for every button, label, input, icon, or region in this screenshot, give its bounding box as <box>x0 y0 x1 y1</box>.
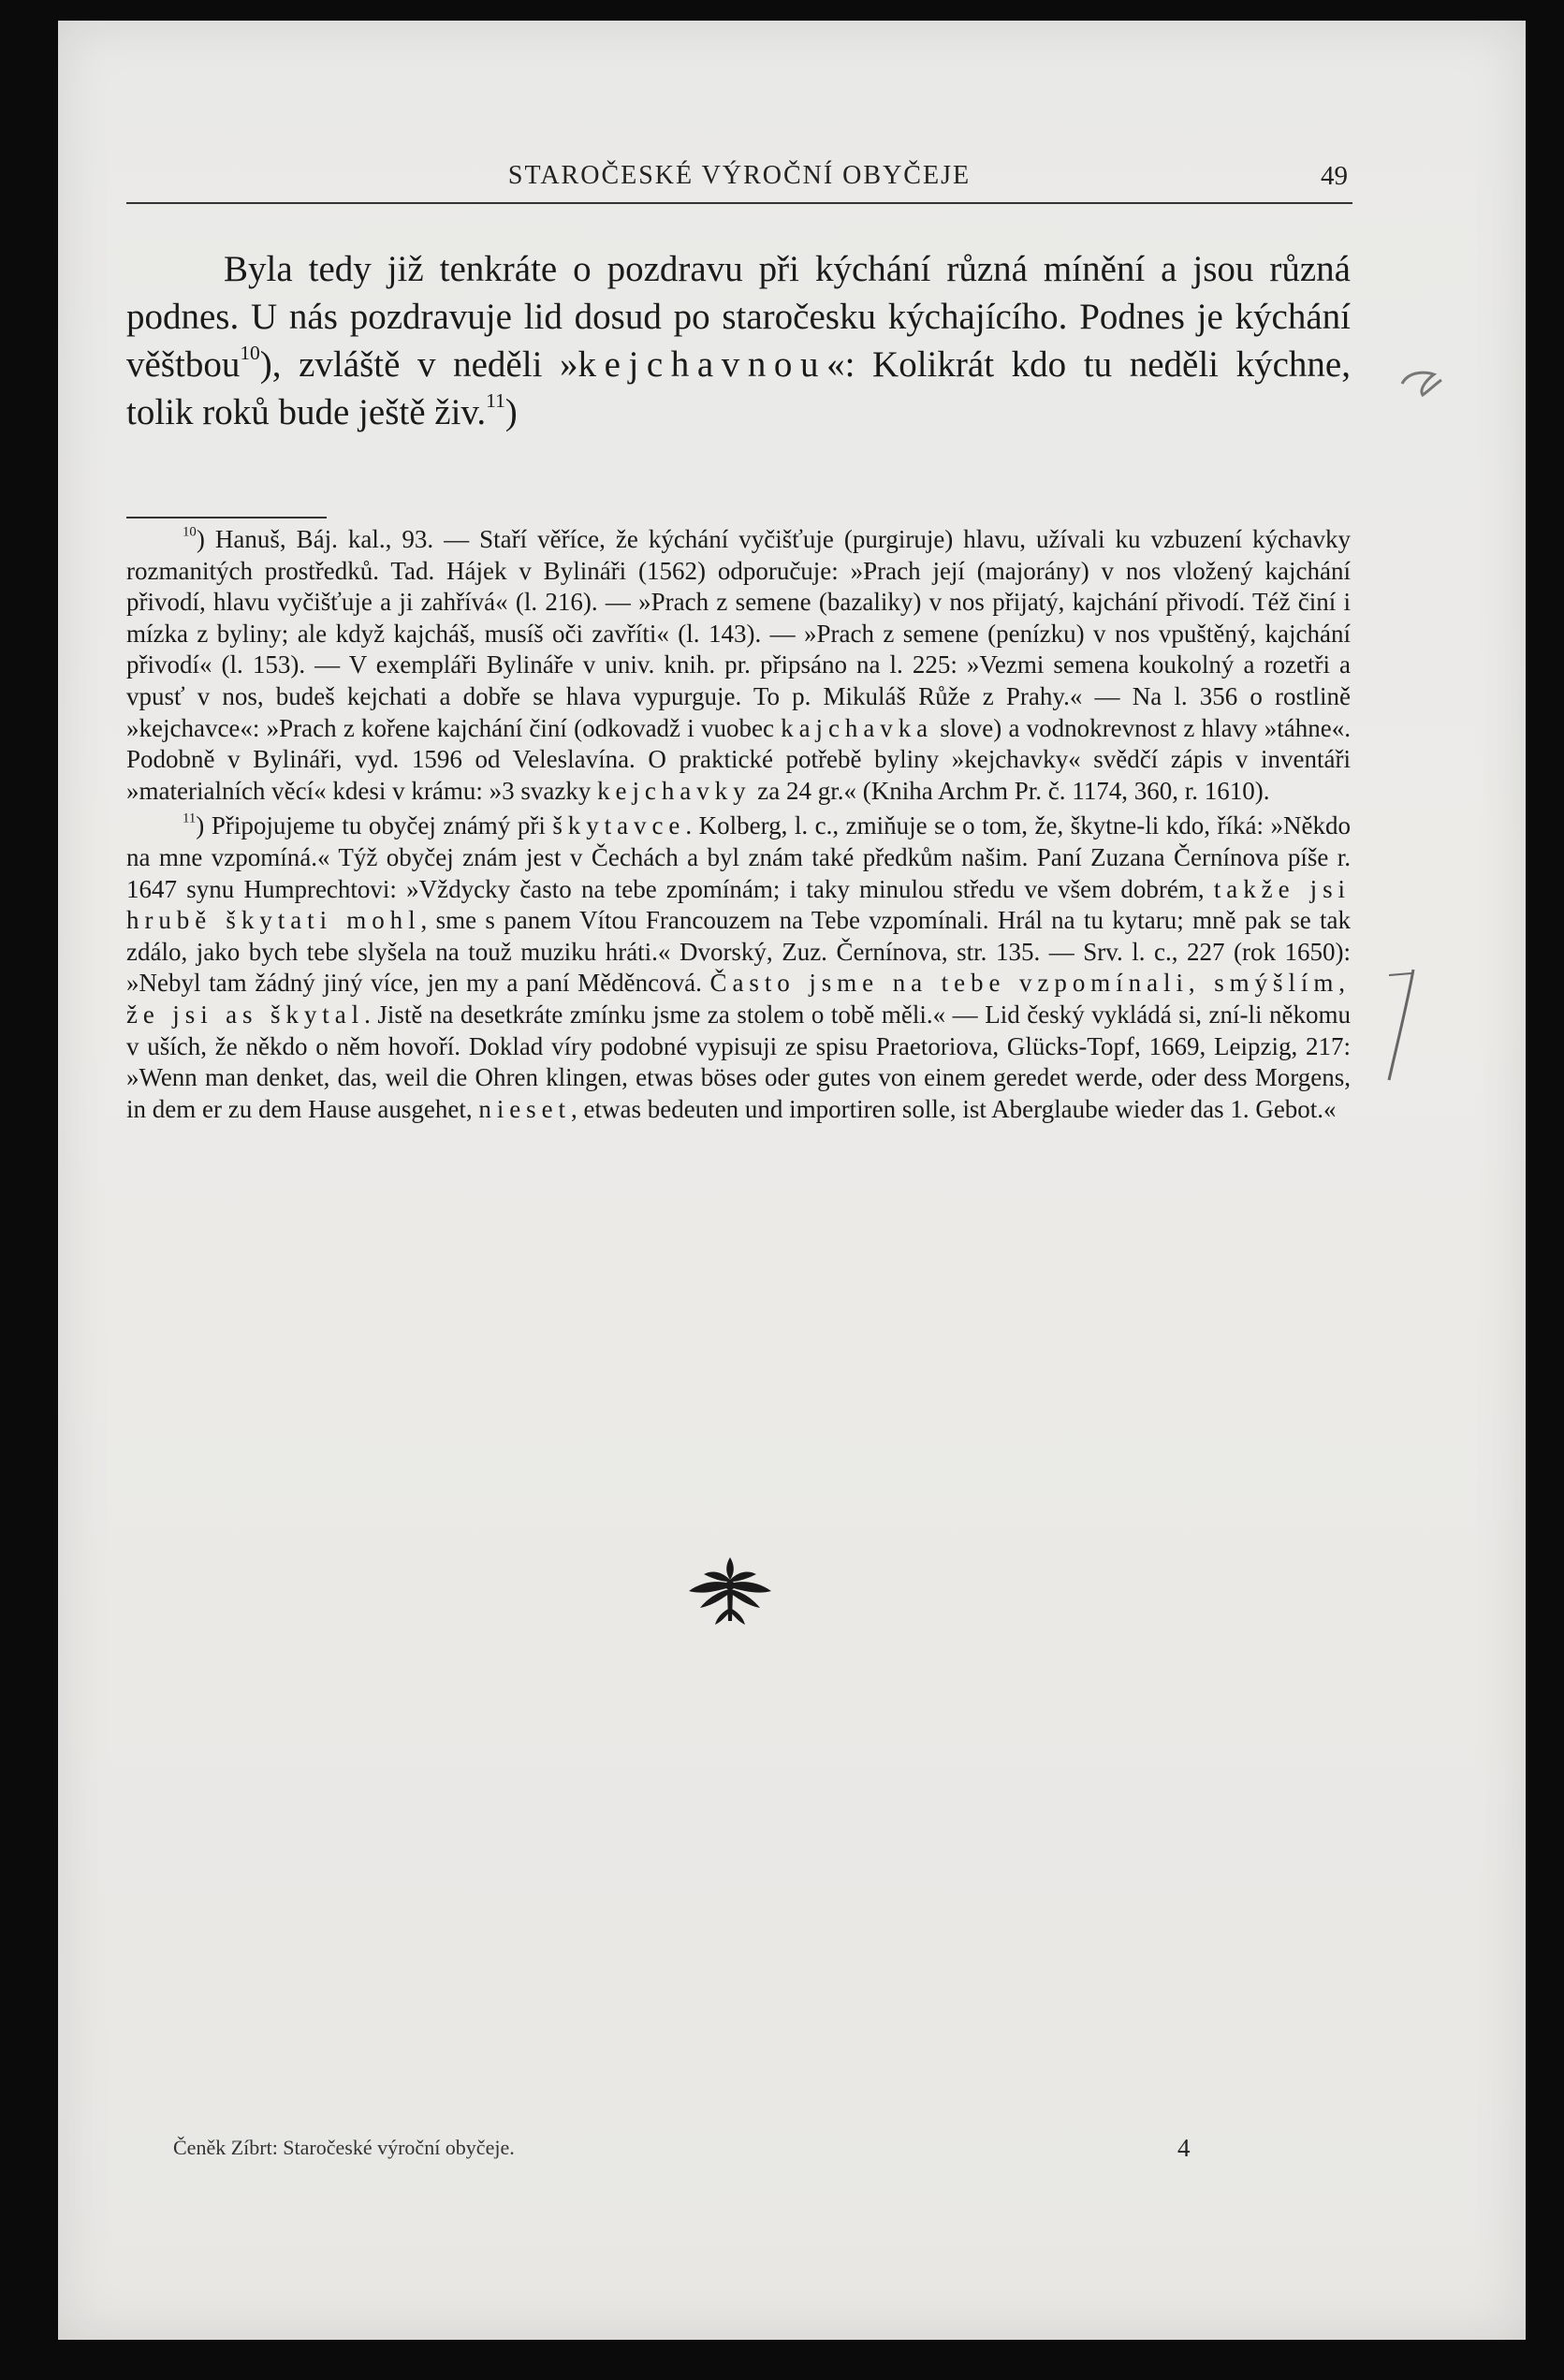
footnote-ref-11: 11 <box>486 388 505 412</box>
flower-ornament-icon <box>683 1554 777 1630</box>
footnote-11: $^{11}$) Připojujeme tu obyčej známý při škytavce. Kolberg, l. c., zmiňuje se o tom, že, škytne-li kdo, říká: »Někdo na mne vzpomíná.« Týž obyčej znám jest v Čechách a byl znám také předkům našim. Paní Zuzana Černínova píše r. 1647 synu Humprechtovi: »Vždycky často na tebe zpomínám; i taky minulou středu ve všem dobrém, takže jsi hrubě škytati mohl, sme s panem Vítou Francouzem na Tebe vzpomínali. Hrál na tu kytaru; mně pak se tak zdálo, jako bych tebe slyšela na touž muziku hráti.« Dvorský, Zuz. Černínova, str. 135. — Srv. l. c., 227 (rok 1650): »Nebyl tam žádný jiný více, jen my a paní Měděncová. Často jsme na tebe vzpomínali, smýšlím, že jsi as škytal. Jistě na desetkráte zmínku jsme za stolem o tobě měli.« — Lid český vykládá si, zní-li někomu v uších, že někdo o něm hovoří. Doklad víry podobné vypisuji ze spisu Praetoriova, Glücks-Topf, 1669, Leipzig, 217: »Wenn man denket, das, weil die Ohren klingen, etwas böses oder gutes von einem geredet werde, oder dess Morgens, in dem er zu dem Hause ausgehet, nieset, etwas bedeuten und importiren solle, ist Aberglaube wieder das 1. Gebot.« <box>126 810 1351 1123</box>
footnotes <box>126 524 1351 1125</box>
spaced-phrase: takže jsi hrubě škytati mohl <box>126 874 1351 935</box>
spaced-word: nieset <box>478 1094 571 1123</box>
footnote-mark: 11 <box>183 810 197 826</box>
footnote-mark: 10 <box>183 524 197 540</box>
spaced-word: kejchavky <box>597 776 752 805</box>
spaced-phrase: Často jsme na tebe vzpomínali, smýšlím, že jsi as škytal <box>126 969 1351 1029</box>
spaced-word: škytavce <box>552 811 686 840</box>
footer-credit: Čeněk Zíbrt: Staročeské výroční obyčeje. <box>173 2136 515 2159</box>
page-header <box>126 120 1352 206</box>
paragraph: Byla tedy již tenkráte o pozdravu při kýchání různá mínění a jsou různá podnes. U nás pozdravuje lid dosud po staročesku kýchajícího. Podnes je kýchání věštbou$^{10}$), zvláště v neděli »kejchavnou«: Kolikrát kdo tu neděli kýchne, tolik roků bude ještě živ.$^{11}$) <box>126 249 1351 432</box>
footnote-rule <box>126 517 327 518</box>
footnote-ref-10: 10 <box>240 341 260 364</box>
footnote-10: $^{10}$) Hanuš, Báj. kal., 93. — Staří věříce, že kýchání vyčišťuje (purgiruje) hlavu, užívali ku vzbuzení kýchavky rozmanitých prostředků. Tad. Hájek v Bylináři (1562) odporučuje: »Prach její (majorány) v nos vložený kajchání přivodí, hlavu vyčišťuje a ji zahřívá« (l. 216). — »Prach z semene (bazaliky) v nos přijatý, kajchání přivodí. Též činí i mízka z byliny; ale když kajcháš, musíš oči zavříti« (l. 143). — »Prach z semene (penízku) v nos vpuštěný, kajchání přivodí« (l. 153). — V exempláři Bylináře v univ. knih. pr. připsáno na l. 225: »Vezmi semena koukolný a rozetři a vpusť v nos, budeš kejchati a dobře se hlava vypurguje. To p. Mikuláš Růže z Prahy.« — Na l. 356 o rostlině »kejchavce«: »Prach z kořene kajchání činí (odkovadž i vuobec kajchavka slove) a vodnokrevnost z hlavy »táhne«. Podobně v Bylináři, vyd. 1596 od Veleslavína. O praktické potřebě byliny »kejchavky« svědčí zápis v inventáři »materialních věcí« kdesi v krámu: »3 svazky kejchavky za 24 gr.« (Kniha Archm Pr. č. 1174, 360, r. 1610). <box>126 524 1351 805</box>
signature-mark: 4 <box>1177 2134 1191 2162</box>
main-paragraph <box>126 245 1351 436</box>
margin-slash-mark-icon <box>1383 964 1421 1086</box>
spaced-word: kajchavka <box>781 713 934 742</box>
header-rule <box>126 202 1352 204</box>
margin-pencil-mark-icon <box>1395 356 1451 412</box>
spaced-word: kejchavnou <box>577 344 827 385</box>
page-number: 49 <box>1321 161 1348 191</box>
running-title: STAROČESKÉ VÝROČNÍ OBYČEJE <box>507 161 972 190</box>
